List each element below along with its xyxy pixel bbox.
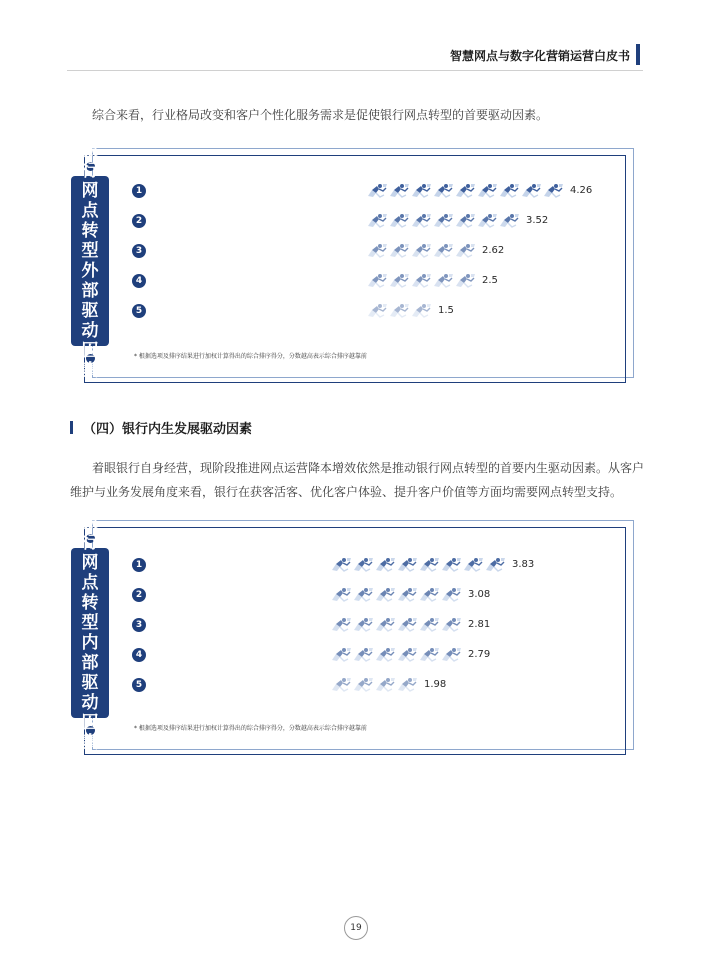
person-flag-icon xyxy=(396,646,418,664)
tab-char: 行 xyxy=(81,161,99,181)
person-flag-icon xyxy=(410,212,432,230)
score-value: 3.08 xyxy=(468,589,491,600)
person-flag-icon xyxy=(330,556,352,574)
score-value: 3.83 xyxy=(512,559,535,570)
person-flag-icon xyxy=(498,182,520,200)
rank-badge: 4 xyxy=(132,648,146,662)
body-paragraph: 着眼银行自身经营，现阶段推进网点运营降本增效依然是推动银行网点转型的首要内生驱动因素。从客户维护与业务发展角度来看，银行在获客活客、优化客户体验、提升客户价值等方面均需要网点转型支持。 xyxy=(70,461,645,499)
tab-char: 转 xyxy=(81,221,99,241)
person-flag-icon xyxy=(440,556,462,574)
score-icons xyxy=(366,242,476,260)
tab-char: 银 xyxy=(81,513,99,533)
person-flag-icon xyxy=(462,556,484,574)
person-flag-icon xyxy=(352,556,374,574)
person-flag-icon xyxy=(396,586,418,604)
score-icons xyxy=(366,272,476,290)
person-flag-icon xyxy=(374,556,396,574)
person-flag-icon xyxy=(352,676,374,694)
person-flag-icon xyxy=(432,242,454,260)
person-flag-icon xyxy=(410,242,432,260)
tab-char: 网 xyxy=(81,181,99,201)
person-flag-icon xyxy=(432,212,454,230)
tab-char: 驱 xyxy=(81,673,99,693)
tab-char: 银 xyxy=(81,141,99,161)
person-flag-icon xyxy=(484,556,506,574)
rank-badge: 1 xyxy=(132,558,146,572)
person-flag-icon xyxy=(352,646,374,664)
tab-char: 因 xyxy=(81,713,99,733)
score-icons xyxy=(366,182,564,200)
score-value: 3.52 xyxy=(526,215,549,226)
person-flag-icon xyxy=(374,616,396,634)
person-flag-icon xyxy=(418,586,440,604)
tab-char: 因 xyxy=(81,341,99,361)
score-icons xyxy=(366,302,432,320)
person-flag-icon xyxy=(440,616,462,634)
tab-char: 驱 xyxy=(81,301,99,321)
person-flag-icon xyxy=(410,182,432,200)
tab-char: 点 xyxy=(81,201,99,221)
tab-char: 部 xyxy=(81,653,99,673)
section-heading-text: （四）银行内生发展驱动因素 xyxy=(83,422,253,437)
person-flag-icon xyxy=(396,556,418,574)
score-value: 4.26 xyxy=(570,185,593,196)
person-flag-icon xyxy=(410,302,432,320)
person-flag-icon xyxy=(476,212,498,230)
person-flag-icon xyxy=(366,212,388,230)
external-tab-title xyxy=(71,141,109,381)
tab-char: 点 xyxy=(81,573,99,593)
person-flag-icon xyxy=(374,646,396,664)
rank-badge: 5 xyxy=(132,304,146,318)
score-value: 2.62 xyxy=(482,245,505,256)
tab-char: 部 xyxy=(81,281,99,301)
score-icons xyxy=(330,646,462,664)
person-flag-icon xyxy=(410,272,432,290)
person-flag-icon xyxy=(352,586,374,604)
tab-char: 动 xyxy=(81,321,99,341)
person-flag-icon xyxy=(374,586,396,604)
person-flag-icon xyxy=(418,556,440,574)
person-flag-icon xyxy=(520,182,542,200)
tab-char: 型 xyxy=(81,613,99,633)
tab-char: 外 xyxy=(81,261,99,281)
score-value: 1.5 xyxy=(438,305,454,316)
person-flag-icon xyxy=(330,586,352,604)
score-icons xyxy=(330,556,506,574)
person-flag-icon xyxy=(440,586,462,604)
intro-paragraph: 综合来看，行业格局改变和客户个性化服务需求是促使银行网点转型的首要驱动因素。 xyxy=(92,108,549,122)
person-flag-icon xyxy=(432,182,454,200)
external-note: * 根据选项及排序结果进行加权计算得出的综合排序得分，分数越高表示综合排序越靠前 xyxy=(134,353,367,360)
score-value: 2.5 xyxy=(482,275,498,286)
person-flag-icon xyxy=(396,616,418,634)
rank-badge: 3 xyxy=(132,618,146,632)
person-flag-icon xyxy=(374,676,396,694)
tab-char: 转 xyxy=(81,593,99,613)
tab-char: 网 xyxy=(81,553,99,573)
score-value: 2.79 xyxy=(468,649,491,660)
tab-char: 内 xyxy=(81,633,99,653)
score-value: 2.81 xyxy=(468,619,491,630)
person-flag-icon xyxy=(366,302,388,320)
score-icons xyxy=(330,586,462,604)
rank-badge: 3 xyxy=(132,244,146,258)
person-flag-icon xyxy=(330,646,352,664)
person-flag-icon xyxy=(454,212,476,230)
person-flag-icon xyxy=(454,242,476,260)
person-flag-icon xyxy=(454,272,476,290)
person-flag-icon xyxy=(352,616,374,634)
person-flag-icon xyxy=(476,182,498,200)
score-value: 1.98 xyxy=(424,679,447,690)
person-flag-icon xyxy=(330,616,352,634)
internal-tab-title xyxy=(71,513,109,753)
rank-badge: 2 xyxy=(132,214,146,228)
score-icons xyxy=(330,676,418,694)
tab-char: 素 xyxy=(81,733,99,753)
tab-char: 型 xyxy=(81,241,99,261)
person-flag-icon xyxy=(388,212,410,230)
person-flag-icon xyxy=(432,272,454,290)
person-flag-icon xyxy=(454,182,476,200)
tab-char: 素 xyxy=(81,361,99,381)
person-flag-icon xyxy=(396,676,418,694)
page-number: 19 xyxy=(344,916,368,940)
rank-badge: 1 xyxy=(132,184,146,198)
person-flag-icon xyxy=(330,676,352,694)
person-flag-icon xyxy=(388,302,410,320)
person-flag-icon xyxy=(388,182,410,200)
person-flag-icon xyxy=(388,242,410,260)
header-accent-bar xyxy=(636,44,640,65)
header-divider xyxy=(67,70,643,71)
person-flag-icon xyxy=(388,272,410,290)
rank-badge: 2 xyxy=(132,588,146,602)
score-icons xyxy=(330,616,462,634)
person-flag-icon xyxy=(366,242,388,260)
tab-char: 行 xyxy=(81,533,99,553)
rank-badge: 4 xyxy=(132,274,146,288)
internal-note: * 根据选项及排序结果进行加权计算得出的综合排序得分，分数越高表示综合排序越靠前 xyxy=(134,725,367,732)
person-flag-icon xyxy=(418,616,440,634)
person-flag-icon xyxy=(366,272,388,290)
tab-char: 动 xyxy=(81,693,99,713)
person-flag-icon xyxy=(542,182,564,200)
section-heading xyxy=(70,418,252,437)
rank-badge: 5 xyxy=(132,678,146,692)
heading-mark xyxy=(70,421,73,434)
person-flag-icon xyxy=(440,646,462,664)
person-flag-icon xyxy=(366,182,388,200)
person-flag-icon xyxy=(418,646,440,664)
score-icons xyxy=(366,212,520,230)
header-title: 智慧网点与数字化营销运营白皮书 xyxy=(449,49,630,63)
person-flag-icon xyxy=(498,212,520,230)
